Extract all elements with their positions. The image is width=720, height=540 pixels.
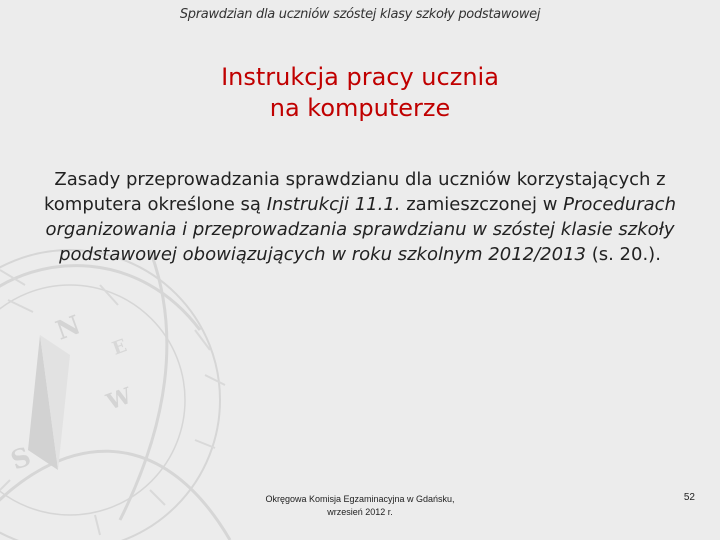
- page-number: 52: [683, 492, 695, 503]
- slide-title: [0, 62, 720, 124]
- slide-header: Sprawdzian dla uczniów szóstej klasy szkoły podstawowej: [179, 7, 541, 22]
- body-instruction-reference: Instrukcji 11.1.: [266, 194, 401, 215]
- body-procedures-title: Procedurach organizowania i przeprowadzania sprawdzianu w szóstej klasie szkoły podstawowej obowiązujących w roku szkolnym 2012/2013: [45, 194, 676, 265]
- footer-date: wrzesień 2012 r.: [327, 507, 393, 517]
- watermark-letter-s: S: [7, 441, 36, 477]
- watermark-letter-n: N: [52, 310, 85, 347]
- title-line-1: Instrukcja pracy ucznia: [221, 63, 499, 91]
- body-paragraph: [30, 167, 690, 267]
- footer-organization: Okręgowa Komisja Egzaminacyjna w Gdańsku,: [265, 494, 455, 504]
- body-page-reference: (s. 20.).: [585, 244, 661, 265]
- slide-footer: [230, 493, 490, 519]
- title-line-2: na komputerze: [269, 94, 451, 122]
- body-text-segment: zamieszczonej w: [400, 194, 564, 215]
- watermark-letter-e: E: [109, 335, 130, 360]
- watermark-letter-w: W: [103, 382, 136, 416]
- body-text-segment: Zasady przeprowadzania sprawdzianu dla uczniów korzystających z komputera określone są: [44, 169, 666, 215]
